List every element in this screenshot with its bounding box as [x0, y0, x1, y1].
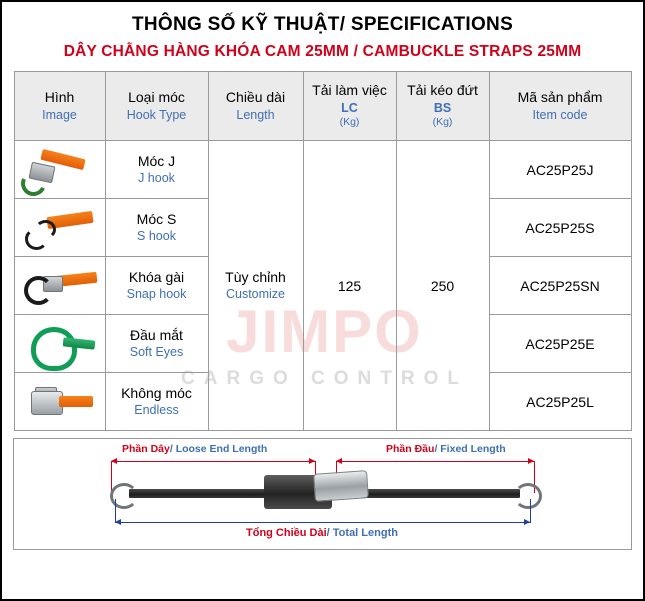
length-en: Customize	[225, 287, 286, 302]
cell-hook-type	[105, 141, 208, 199]
right-end-hook	[514, 483, 542, 509]
header-length	[208, 72, 303, 141]
header-image-vi: Hình	[44, 89, 75, 106]
total-length-tick-right	[530, 499, 531, 523]
hook-type-en: S hook	[137, 229, 176, 244]
hook-type-vi: Móc J	[137, 152, 176, 169]
dimension-diagram	[13, 438, 632, 550]
header-lc	[303, 72, 396, 141]
length-vi: Tùy chỉnh	[225, 268, 286, 285]
header-item-code	[489, 72, 631, 141]
s-hook-strap-image	[17, 202, 103, 254]
header-hook-type	[105, 72, 208, 141]
fixed-length-arrow-line	[336, 461, 534, 462]
table-row	[14, 141, 631, 199]
header-bs-en: BS	[433, 100, 452, 115]
hook-type-vi: Không móc	[121, 384, 192, 401]
soft-eye-loop-shape	[31, 327, 77, 371]
loose-end-webbing	[129, 489, 269, 498]
hook-type-en: Snap hook	[126, 287, 187, 302]
cell-item-code: AC25P25L	[489, 373, 631, 431]
cell-hook-type	[105, 257, 208, 315]
hook-type-vi: Khóa gài	[128, 268, 185, 285]
page-title: THÔNG SỐ KỸ THUẬT/ SPECIFICATIONS	[131, 14, 514, 35]
cell-image	[14, 257, 105, 315]
loose-end-label	[122, 443, 267, 455]
cell-item-code: AC25P25S	[489, 199, 631, 257]
total-length-arrow-left	[115, 519, 121, 525]
strap-webbing-shape	[59, 396, 93, 407]
total-length-label-vi: Tổng Chiều Dài	[246, 527, 327, 539]
total-length-arrow-line	[115, 522, 530, 523]
header-bs-vi: Tải kéo đứt	[407, 82, 478, 99]
fixed-length-label	[386, 443, 506, 455]
watermark-brand: JIMPO	[226, 298, 423, 365]
cell-hook-type	[105, 315, 208, 373]
header-bs-unit: (Kg)	[432, 116, 453, 129]
loose-end-label-en: / Loose End Length	[169, 443, 268, 455]
header-lc-en: LC	[341, 100, 358, 115]
header-length-en: Length	[236, 107, 275, 122]
cam-buckle-handle	[313, 470, 369, 502]
total-length-label	[246, 527, 398, 539]
title-block	[2, 2, 643, 61]
watermark-tagline: CARGO CONTROL	[181, 368, 468, 389]
total-length-arrow-right	[524, 519, 530, 525]
hook-type-en: Endless	[134, 403, 179, 418]
endless-strap-image	[17, 376, 103, 428]
header-hook-type-en: Hook Type	[126, 107, 187, 122]
specification-table	[14, 71, 632, 431]
page-subtitle: DÂY CHẰNG HÀNG KHÓA CAM 25MM / CAMBUCKLE STRAPS 25MM	[63, 43, 582, 60]
header-image	[14, 72, 105, 141]
table-header-row	[14, 72, 631, 141]
cell-item-code: AC25P25SN	[489, 257, 631, 315]
hook-type-en: Soft Eyes	[129, 345, 184, 360]
header-hook-type-vi: Loại móc	[128, 89, 185, 106]
cam-buckle-shape	[31, 391, 63, 415]
header-image-en: Image	[42, 107, 77, 122]
j-hook-strap-image	[17, 144, 103, 196]
cell-item-code: AC25P25E	[489, 315, 631, 373]
fixed-end-webbing	[362, 489, 520, 498]
cell-hook-type	[105, 199, 208, 257]
cell-image	[14, 141, 105, 199]
header-length-vi: Chiều dài	[225, 89, 286, 106]
header-item-code-vi: Mã sản phẩm	[517, 89, 603, 106]
s-hook-lower-shape	[25, 228, 48, 250]
header-bs	[396, 72, 489, 141]
cell-item-code: AC25P25J	[489, 141, 631, 199]
snap-hook-strap-image	[17, 260, 103, 312]
cell-image	[14, 199, 105, 257]
cell-image	[14, 373, 105, 431]
loose-end-arrow-line	[111, 461, 315, 462]
cell-lc-value: 125	[303, 141, 396, 431]
cell-length	[208, 141, 303, 431]
hook-type-vi: Đầu mắt	[130, 326, 183, 343]
loose-end-label-vi: Phần Dây	[122, 443, 170, 455]
total-length-label-en: / Total Length	[326, 527, 398, 539]
header-lc-unit: (Kg)	[339, 116, 360, 129]
soft-eye-strap-image	[17, 318, 103, 370]
fixed-length-label-en: / Fixed Length	[434, 443, 506, 455]
header-lc-vi: Tải làm việc	[312, 82, 387, 99]
hook-type-vi: Móc S	[136, 210, 177, 227]
cell-image	[14, 315, 105, 373]
cell-bs-value: 250	[396, 141, 489, 431]
cell-hook-type	[105, 373, 208, 431]
snap-hook-shape	[24, 276, 53, 305]
fixed-length-label-vi: Phần Đầu	[386, 443, 435, 455]
header-item-code-en: Item code	[532, 107, 588, 122]
hook-type-en: J hook	[138, 171, 175, 186]
